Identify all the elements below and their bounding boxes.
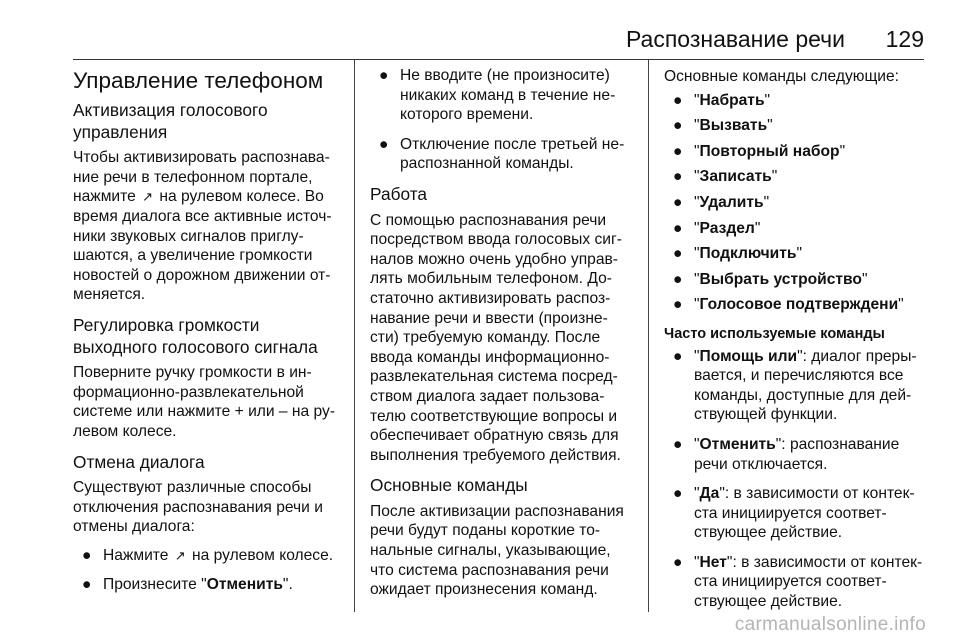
command-keyword: Набрать xyxy=(699,91,765,109)
bullet-icon: ● xyxy=(82,576,92,594)
volume-heading: Регулировка громкости выходного голосового сигнала xyxy=(73,314,318,357)
bullet-icon: ● xyxy=(673,168,683,186)
list-item xyxy=(664,244,926,264)
list-item xyxy=(664,142,926,162)
quote: " xyxy=(694,296,700,314)
command-keyword: Повторный набор xyxy=(699,142,840,160)
list-item xyxy=(370,66,636,125)
list-item-text: : распознавание речи отключается. xyxy=(694,435,900,473)
list-item xyxy=(664,91,926,111)
quote: " xyxy=(754,219,761,237)
list-item xyxy=(664,116,926,136)
quote: " xyxy=(719,485,725,503)
commands-list xyxy=(664,91,926,315)
command-keyword: Голосовое подтверждени xyxy=(699,296,899,314)
header-title: Распознавание речи xyxy=(625,26,845,52)
bullet-icon: ● xyxy=(673,193,683,211)
bullet-icon: ● xyxy=(673,117,683,135)
list-item xyxy=(664,484,926,543)
column-divider-right xyxy=(648,60,649,612)
column-middle xyxy=(370,60,636,609)
quote: " xyxy=(694,270,700,288)
activation-text: Чтобы активизировать распознава-ние речи в телефонном портале, нажмите xyxy=(73,149,330,206)
command-keyword: Подключить xyxy=(699,245,797,263)
quote: " xyxy=(694,117,700,135)
list-item xyxy=(664,193,926,213)
keyword: Отменить xyxy=(206,576,283,594)
quote: " xyxy=(764,91,771,109)
quote: " xyxy=(797,347,803,365)
work-heading: Работа xyxy=(370,183,428,204)
command-keyword: Нет xyxy=(699,553,727,571)
list-item-text: : в зависимости от контек-ста инициируется соответ-ствующее действие. xyxy=(694,553,923,611)
list-item xyxy=(73,575,345,595)
list-item-text: Отключение после третьей не-распознанной команды. xyxy=(400,135,625,173)
quote: " xyxy=(694,193,700,211)
quote: " xyxy=(694,91,700,109)
page-header xyxy=(0,0,960,60)
list-item xyxy=(664,270,926,290)
list-item-text-rest: на рулевом колесе. xyxy=(187,546,334,564)
quote: " xyxy=(767,117,773,135)
list-item xyxy=(664,167,926,187)
work-paragraph: С помощью распознавания речи посредством ввода голосовых сиг-налов можно очень удобно управ-лять мобильным телефоном. До-статочно активизировать распоз-навание речи и ввести (произне-сти) требуемую команду. После ввода команды информационно-развлекательная система посред-ством диалога задает пользова-телю соответствующие вопросы и обеспечивает обратную связь для выполнения требуемого действия. xyxy=(370,211,622,464)
quote: " xyxy=(694,485,700,503)
quote: " xyxy=(861,270,868,288)
quote: " xyxy=(694,168,700,186)
quote: " xyxy=(694,219,700,237)
bullet-icon: ● xyxy=(673,245,683,263)
bullet-icon: ● xyxy=(673,142,683,160)
command-keyword: Да xyxy=(699,485,720,503)
quote: " xyxy=(775,435,782,453)
voice-control-icon: ↗ xyxy=(142,189,154,205)
command-keyword: Записать xyxy=(699,168,772,186)
list-item-text-rest: ". xyxy=(282,576,293,594)
commands-intro: Основные команды следующие: xyxy=(664,68,899,85)
quote: " xyxy=(726,553,733,571)
watermark: carmanualsonline.info xyxy=(734,614,926,635)
list-item xyxy=(664,347,926,425)
cancel-list xyxy=(73,546,345,595)
command-keyword: Помощь или xyxy=(699,347,798,365)
list-item-text: Нажмите xyxy=(103,546,173,564)
activation-paragraph xyxy=(73,148,345,305)
quote: " xyxy=(839,142,846,160)
bullet-icon: ● xyxy=(673,485,683,503)
command-keyword: Раздел xyxy=(699,219,755,237)
bullet-icon: ● xyxy=(673,435,683,453)
activation-heading: Активизация голосового управления xyxy=(73,100,268,142)
quote: " xyxy=(763,193,770,211)
bullet-icon: ● xyxy=(673,347,683,365)
list-item-text: : в зависимости от контек-ста инициируется соответ-ствующее действие. xyxy=(694,485,915,542)
cancel-paragraph: Существуют различные способы отключения распознавания речи и отмены диалога: xyxy=(73,479,323,536)
bullet-icon: ● xyxy=(673,296,683,314)
activation-text-rest: на рулевом колесе. Во время диалога все активные источ-ники звуковых сигналов приглу-шаются, а увеличение громкости новостей о дорожном движении от-меняется. xyxy=(73,188,332,304)
list-item xyxy=(73,546,345,566)
bullet-icon: ● xyxy=(673,553,683,571)
quote: " xyxy=(694,347,700,365)
voice-control-icon: ↗ xyxy=(174,547,186,563)
bullet-icon: ● xyxy=(673,91,683,109)
list-item xyxy=(664,219,926,239)
column-divider-left xyxy=(354,60,355,612)
bullet-icon: ● xyxy=(379,135,389,153)
command-keyword: Удалить xyxy=(699,193,764,211)
frequent-commands-list xyxy=(664,347,926,612)
quote: " xyxy=(694,142,700,160)
frequent-commands-heading: Часто используемые команды xyxy=(664,325,885,342)
basic-commands-paragraph: После активизации распознавания речи будут поданы короткие то-нальные сигналы, указывающие, что система распознавания речи ожидает произнесения команд. xyxy=(370,502,624,599)
bullet-icon: ● xyxy=(673,219,683,237)
column-left xyxy=(73,60,345,605)
list-item xyxy=(664,553,926,612)
quote: " xyxy=(694,435,700,453)
quote: " xyxy=(694,553,700,571)
cancel-list-continued xyxy=(370,66,636,174)
list-item xyxy=(664,435,926,474)
page-number: 129 xyxy=(885,26,924,52)
column-right xyxy=(664,60,926,622)
list-item-text: Произнесите " xyxy=(103,576,207,594)
bullet-icon: ● xyxy=(82,546,92,564)
bullet-icon: ● xyxy=(673,270,683,288)
quote: " xyxy=(771,168,778,186)
list-item xyxy=(664,295,926,315)
basic-commands-heading: Основные команды xyxy=(370,475,528,496)
bullet-icon: ● xyxy=(379,67,389,84)
list-item-text: Не вводите (не произносите) никаких команд в течение не-которого времени. xyxy=(400,67,616,124)
quote: " xyxy=(898,296,904,314)
list-item-text: : диалог преры-вается, и перечисляются все команды, доступные для дей-ствующей функции. xyxy=(694,347,917,424)
quote: " xyxy=(796,245,803,263)
cancel-heading: Отмена диалога xyxy=(73,451,205,472)
command-keyword: Вызвать xyxy=(699,117,768,135)
volume-paragraph: Поверните ручку громкости в ин-формационно-развлекательной системе или нажмите + или – на ру-левом колесе. xyxy=(73,364,336,440)
list-item xyxy=(370,135,636,174)
command-keyword: Отменить xyxy=(699,435,776,453)
quote: " xyxy=(694,245,700,263)
command-keyword: Выбрать устройство xyxy=(699,270,862,288)
section-title: Управление телефоном xyxy=(73,68,324,93)
